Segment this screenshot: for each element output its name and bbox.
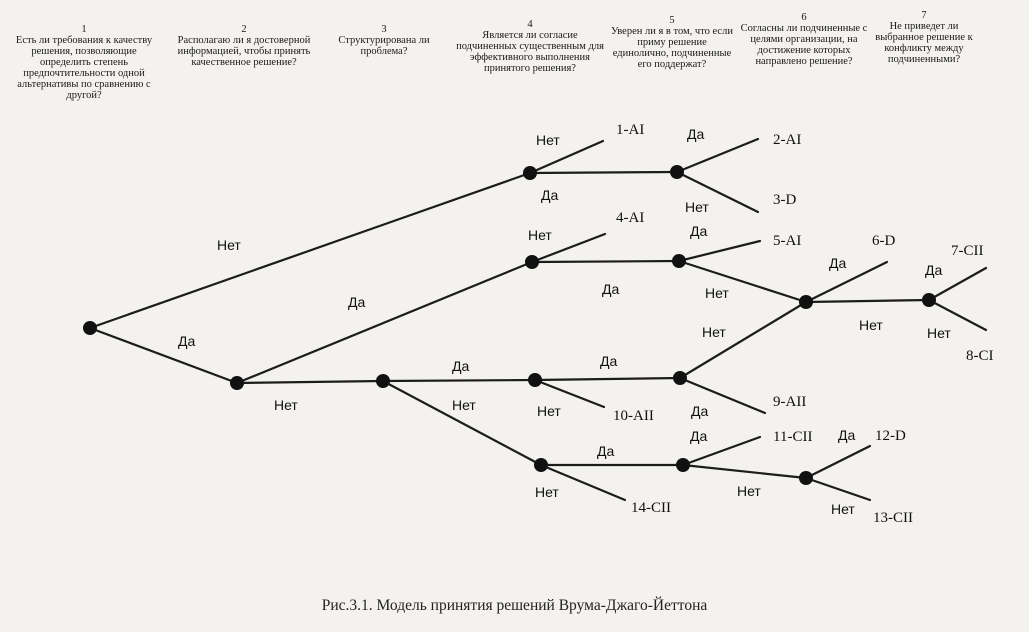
outcome-label: 5-AI bbox=[773, 233, 802, 249]
branch-label: Да bbox=[829, 255, 847, 271]
outcome-label: 4-AI bbox=[616, 210, 645, 226]
outcome-label: 10-AII bbox=[613, 408, 654, 424]
edge bbox=[679, 241, 760, 261]
branch-label: Да bbox=[691, 403, 709, 419]
node-q6 bbox=[799, 471, 813, 485]
edge bbox=[383, 381, 541, 465]
branch-labels bbox=[178, 126, 951, 517]
edge bbox=[679, 261, 806, 302]
question-2: 2 Располагаю ли я достоверной информацией, чтобы принять качественное решение? bbox=[177, 24, 311, 68]
branch-label: Нет bbox=[927, 325, 951, 341]
branch-label: Нет bbox=[702, 324, 726, 340]
edge bbox=[806, 446, 870, 478]
outcome-label: 11-CII bbox=[773, 429, 813, 445]
node-q1 bbox=[83, 321, 97, 335]
outcome-label: 14-CII bbox=[631, 500, 671, 516]
outcome-label: 2-AI bbox=[773, 132, 802, 148]
branch-label: Нет bbox=[537, 403, 561, 419]
node-q7 bbox=[922, 293, 936, 307]
node-q5 bbox=[672, 254, 686, 268]
node-q4 bbox=[528, 373, 542, 387]
node-q4 bbox=[523, 166, 537, 180]
branch-label: Да bbox=[690, 428, 708, 444]
edge bbox=[237, 381, 383, 383]
edge bbox=[383, 380, 535, 381]
branch-label: Нет bbox=[831, 501, 855, 517]
branch-label: Да bbox=[925, 262, 943, 278]
edge bbox=[677, 139, 758, 172]
outcome-label: 8-CI bbox=[966, 348, 994, 364]
node-q5 bbox=[673, 371, 687, 385]
edge bbox=[535, 378, 680, 380]
edge bbox=[532, 261, 679, 262]
branch-label: Нет bbox=[685, 199, 709, 215]
branch-label: Да bbox=[838, 427, 856, 443]
branch-label: Да bbox=[690, 223, 708, 239]
branch-label: Да bbox=[602, 281, 620, 297]
branch-label: Да bbox=[597, 443, 615, 459]
outcome-label: 9-AII bbox=[773, 394, 807, 410]
branch-label: Нет bbox=[859, 317, 883, 333]
edge bbox=[806, 262, 887, 302]
edge bbox=[683, 465, 806, 478]
question-5: 5 Уверен ли я в том, что если приму решение единолично, подчиненные его поддержат? bbox=[611, 15, 733, 70]
edge bbox=[90, 328, 237, 383]
question-2-text: Располагаю ли я достоверной информацией, чтобы принять качественное решение? bbox=[177, 35, 311, 68]
branch-label: Нет bbox=[536, 132, 560, 148]
branch-label: Да bbox=[348, 294, 366, 310]
edge bbox=[530, 172, 677, 173]
branch-label: Да bbox=[687, 126, 705, 142]
outcome-label: 1-AI bbox=[616, 122, 645, 138]
outcome-label: 13-CII bbox=[873, 510, 913, 526]
branch-label: Нет bbox=[705, 285, 729, 301]
question-5-text: Уверен ли я в том, что если приму решение единолично, подчиненные его поддержат? bbox=[611, 26, 733, 70]
edge bbox=[806, 478, 870, 500]
question-4-text: Является ли согласие подчиненных существенным для эффективного выполнения принятого решения? bbox=[456, 30, 604, 74]
node-q5 bbox=[670, 165, 684, 179]
branch-label: Да bbox=[452, 358, 470, 374]
branch-label: Нет bbox=[452, 397, 476, 413]
branch-label: Да bbox=[600, 353, 618, 369]
branch-label: Нет bbox=[737, 483, 761, 499]
node-q4 bbox=[534, 458, 548, 472]
question-6: 6 Согласны ли подчиненные с целями организации, на достижение которых направлено решение? bbox=[740, 12, 868, 67]
node-q5 bbox=[676, 458, 690, 472]
edge bbox=[237, 262, 532, 383]
node-q6 bbox=[799, 295, 813, 309]
outcome-label: 3-D bbox=[773, 192, 797, 208]
question-1-text: Есть ли требования к качеству решения, позволяющие определить степень предпочтительности одной альтернативы по сравнению с другой? bbox=[15, 35, 153, 101]
node-q2 bbox=[230, 376, 244, 390]
question-7-text: Не приведет ли выбранное решение к конфликту между подчиненными? bbox=[875, 21, 973, 65]
node-q3 bbox=[376, 374, 390, 388]
branch-label: Нет bbox=[217, 237, 241, 253]
edge bbox=[680, 302, 806, 378]
edge bbox=[90, 173, 530, 328]
question-3: 3 Структурирована ли проблема? bbox=[338, 24, 430, 57]
branch-label: Нет bbox=[528, 227, 552, 243]
question-6-text: Согласны ли подчиненные с целями организации, на достижение которых направлено решение? bbox=[740, 23, 868, 67]
edge bbox=[806, 300, 929, 302]
branch-label: Нет bbox=[535, 484, 559, 500]
branch-label: Да bbox=[541, 187, 559, 203]
figure-caption: Рис.3.1. Модель принятия решений Врума-Джаго-Йеттона bbox=[321, 597, 708, 614]
branch-label: Да bbox=[178, 333, 196, 349]
question-4: 4 Является ли согласие подчиненных существенным для эффективного выполнения принятого решения? bbox=[456, 19, 604, 74]
question-1: 1 Есть ли требования к качеству решения, позволяющие определить степень предпочтительности одной альтернативы по сравнению с другой? bbox=[15, 24, 153, 101]
outcome-label: 12-D bbox=[875, 428, 906, 444]
question-3-text: Структурирована ли проблема? bbox=[338, 35, 430, 57]
question-7: 7 Не приведет ли выбранное решение к конфликту между подчиненными? bbox=[875, 10, 973, 65]
tree-edges bbox=[90, 139, 986, 500]
branch-label: Нет bbox=[274, 397, 298, 413]
outcome-label: 7-CII bbox=[951, 243, 984, 259]
node-q4 bbox=[525, 255, 539, 269]
outcome-label: 6-D bbox=[872, 233, 896, 249]
